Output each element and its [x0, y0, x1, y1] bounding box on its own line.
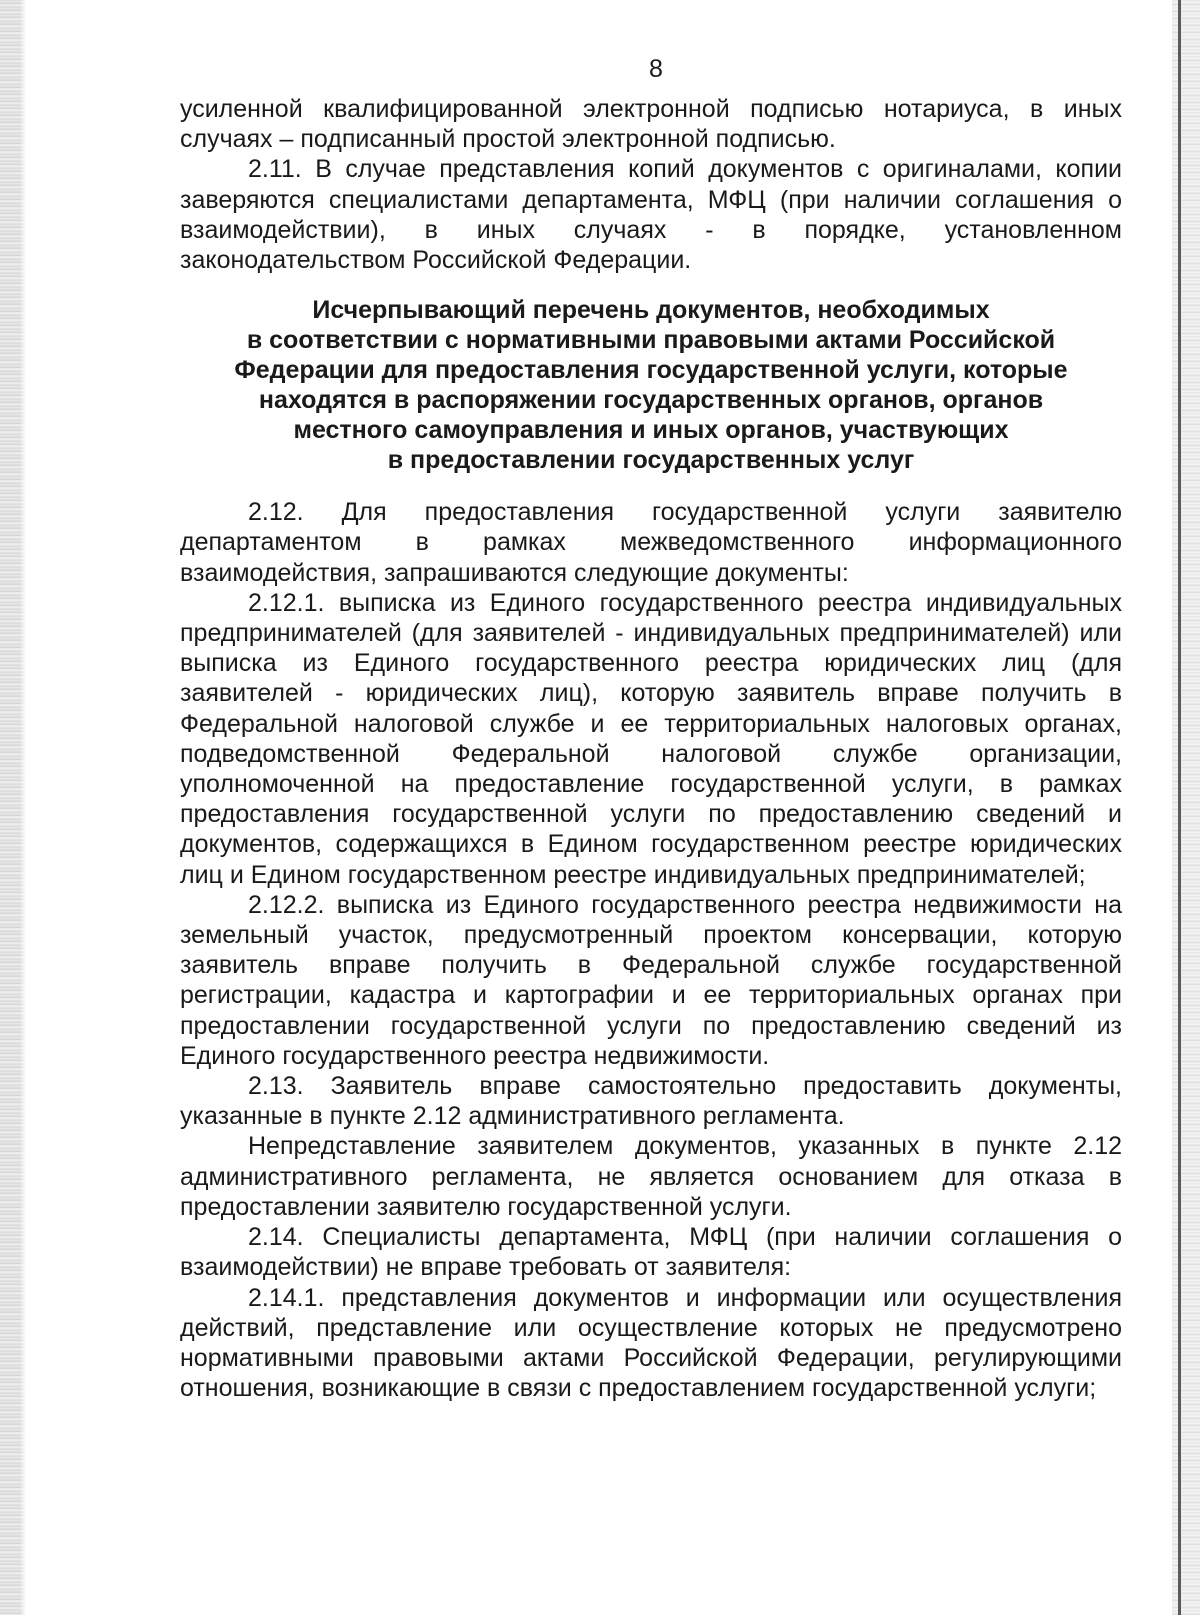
paragraph: 2.14. Специалисты департамента, МФЦ (при наличии соглашения о взаимодействии) не вправе требовать от заявителя:: [180, 1223, 1122, 1282]
heading-line: Исчерпывающий перечень документов, необходимых: [312, 296, 990, 325]
paragraph: Непредставление заявителем документов, указанных в пункте 2.12 административного регламента, не является основанием для отказа в предоставлении заявителю государственной услуги.: [180, 1132, 1122, 1221]
heading-line: в соответствии с нормативными правовыми актами Российской: [246, 326, 1056, 355]
heading-line: местного самоуправления и иных органов, участвующих: [293, 416, 1009, 445]
paragraph: 2.13. Заявитель вправе самостоятельно предоставить документы, указанные в пункте 2.12 административного регламента.: [180, 1072, 1122, 1131]
page-number: 8: [649, 55, 663, 83]
paragraph: 2.14.1. представления документов и информации или осуществления действий, представление или осуществление которых не предусмотрено нормативными правовыми актами Российской Федерации, регулирующими отношения, возникающие в связи с предоставлением государственной услуги;: [180, 1283, 1122, 1403]
heading-line: Федерации для предоставления государственной услуги, которые: [234, 356, 1068, 385]
paragraph: 2.12. Для предоставления государственной услуги заявителю департаментом в рамках межведомственного информационного взаимодействия, запрашиваются следующие документы:: [180, 498, 1122, 587]
section-after-heading: [180, 497, 1122, 1403]
document-page: [180, 52, 1122, 1403]
scan-edge-right: [1172, 0, 1200, 1615]
paragraph: усиленной квалифицированной электронной подписью нотариуса, в иных случаях – подписанный простой электронной подписью.: [180, 95, 1122, 154]
paragraph: 2.12.2. выписка из Единого государственного реестра недвижимости на земельный участок, предусмотренный проектом консервации, которую заявитель вправе получить в Федеральной службе государственной регистрации, кадастра и картографии и ее территориальных органах при предоставлении государственной услуги по предоставлению сведений из Единого государственного реестра недвижимости.: [180, 890, 1122, 1070]
paragraph: 2.12.1. выписка из Единого государственного реестра индивидуальных предпринимателей (для заявителей - индивидуальных предпринимателей) или выписка из Единого государственного реестра юридических лиц (для заявителей - юридических лиц), которую заявитель вправе получить в Федеральной налоговой службе и ее территориальных налоговых органах, подведомственной Федеральной налоговой службе организации, уполномоченной на предоставление государственной услуги, в рамках предоставления государственной услуги по предоставлению сведений и документов, содержащихся в Едином государственном реестре юридических лиц и Едином государственном реестре индивидуальных предпринимателей;: [180, 588, 1122, 889]
section-heading: [180, 295, 1122, 475]
heading-line: в предоставлении государственных услуг: [387, 446, 915, 475]
scan-edge-left: [0, 0, 26, 1615]
paragraph: 2.11. В случае представления копий документов с оригиналами, копии заверяются специалистами департамента, МФЦ (при наличии соглашения о взаимодействии), в иных случаях - в порядке, установленном законодательством Российской Федерации.: [180, 155, 1122, 275]
heading-line: находятся в распоряжении государственных органов, органов: [258, 386, 1044, 415]
section-before-heading: [180, 94, 1122, 275]
